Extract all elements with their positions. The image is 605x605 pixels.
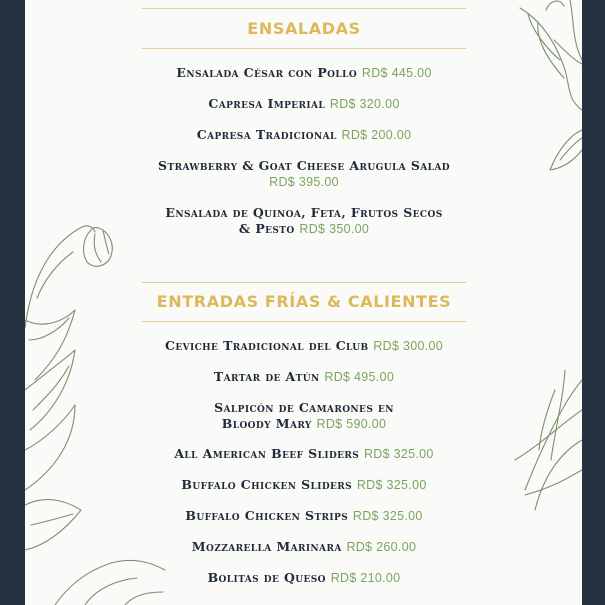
menu-item-price: RD$ 325.00 <box>363 447 434 461</box>
menu-item-name: Mozzarella Marinara <box>191 539 342 554</box>
menu-item-name: Tartar de Atún <box>213 369 320 384</box>
menu-item <box>152 158 456 190</box>
menu-item <box>137 508 471 524</box>
section-rule-top <box>142 282 466 283</box>
menu-item-name: Buffalo Chicken Sliders <box>181 477 353 492</box>
menu-item <box>137 539 471 555</box>
section-rule-bottom <box>142 321 466 322</box>
menu-item-price: RD$ 210.00 <box>330 571 401 585</box>
section-rule-bottom <box>142 48 466 49</box>
poppy-bud-illustration-left <box>25 218 120 338</box>
menu-item <box>137 96 471 112</box>
menu-item <box>192 400 416 432</box>
grass-illustration-right <box>495 370 582 520</box>
menu-item-price: RD$ 320.00 <box>329 97 400 111</box>
menu-item <box>137 127 471 143</box>
menu-item <box>137 477 471 493</box>
menu-item-price: RD$ 445.00 <box>361 66 432 80</box>
menu-item <box>137 369 471 385</box>
menu-item <box>162 205 446 237</box>
menu-item-price: RD$ 590.00 <box>316 417 387 431</box>
menu-item-price: RD$ 495.00 <box>324 370 395 384</box>
menu-item-name: Capresa Imperial <box>208 96 326 111</box>
menu-item-name: Bolitas de Queso <box>207 570 326 585</box>
menu-item <box>137 570 471 586</box>
menu-item-name: Ceviche Tradicional del Club <box>164 338 369 353</box>
menu-item-name: Salpicón de Camarones en Bloody Mary <box>214 400 394 431</box>
leaf-illustration-top-right <box>510 0 582 190</box>
menu-item-name: Capresa Tradicional <box>196 127 337 142</box>
menu-item <box>137 65 471 81</box>
menu-item-name: All American Beef Sliders <box>174 446 360 461</box>
menu-item <box>137 338 471 354</box>
menu-item-price: RD$ 325.00 <box>352 509 423 523</box>
menu-item-price: RD$ 200.00 <box>341 128 412 142</box>
menu-item-price: RD$ 260.00 <box>346 540 417 554</box>
menu-item <box>137 446 471 462</box>
section-title-entradas: ENTRADAS FRÍAS & CALIENTES <box>156 292 452 311</box>
menu-item-price: RD$ 350.00 <box>299 222 370 236</box>
menu-item-price: RD$ 395.00 <box>269 175 339 189</box>
menu-item-name: Buffalo Chicken Strips <box>185 508 349 523</box>
section-rule-top <box>142 8 466 9</box>
section-title-ensaladas: ENSALADAS <box>247 19 361 38</box>
menu-item-name: Strawberry & Goat Cheese Arugula Salad <box>158 158 450 173</box>
menu-page <box>25 0 582 605</box>
menu-item-name: Ensalada César con Pollo <box>176 65 358 80</box>
menu-item-price: RD$ 325.00 <box>356 478 427 492</box>
menu-item-price: RD$ 300.00 <box>373 339 444 353</box>
menu-item-name: Ensalada de Quinoa, Feta, Frutos Secos & Pesto <box>165 205 443 236</box>
